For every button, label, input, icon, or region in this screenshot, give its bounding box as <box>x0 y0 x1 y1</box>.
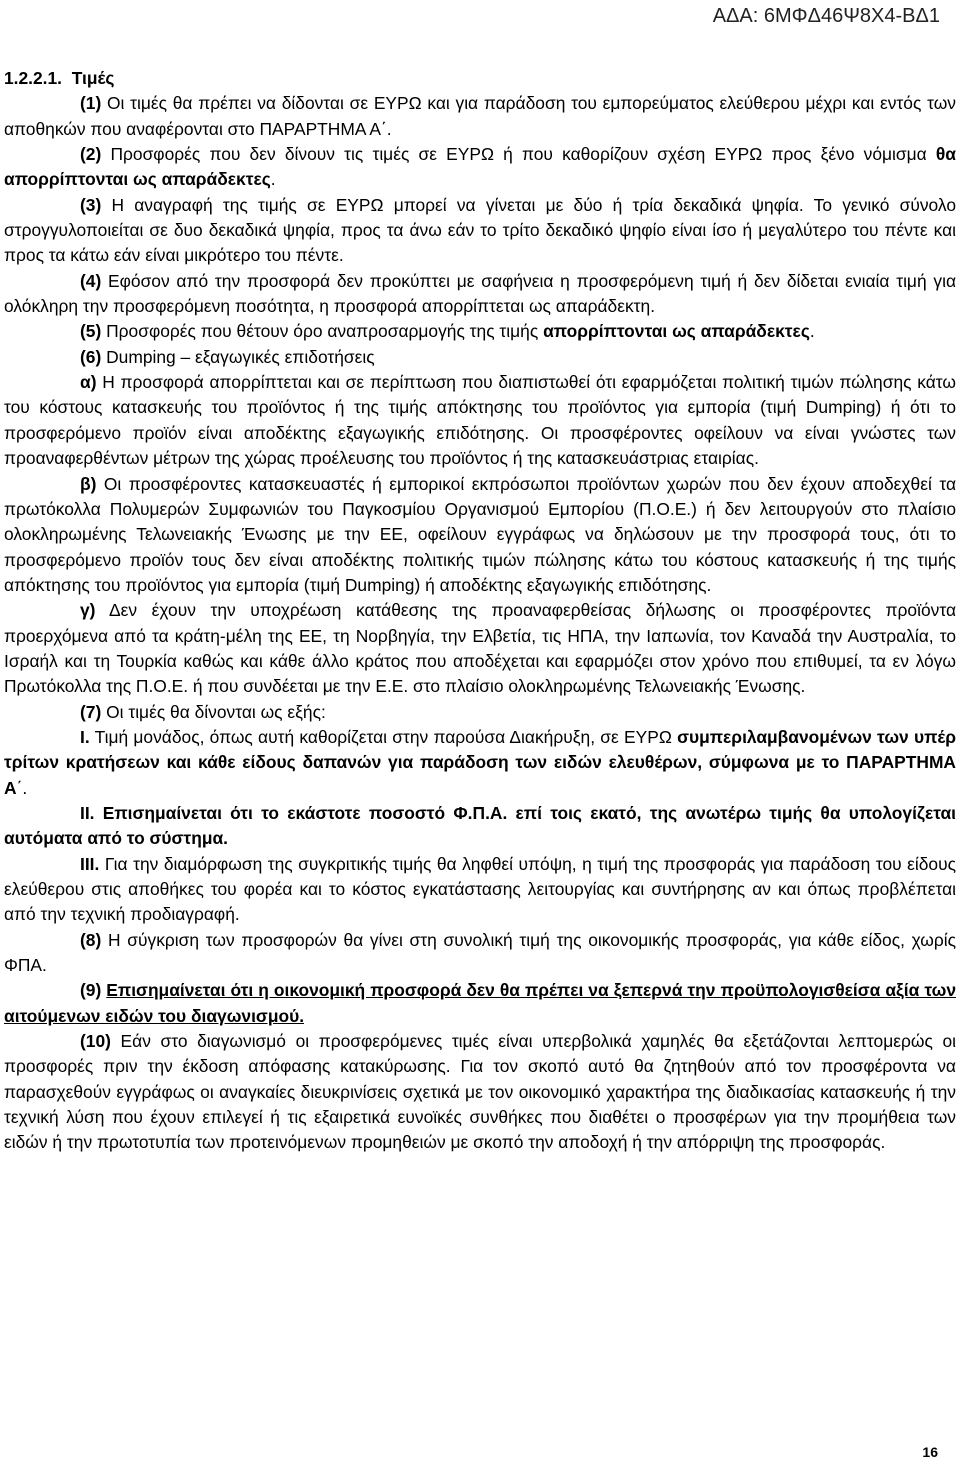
paragraph-6c-label: γ) <box>80 600 96 621</box>
paragraph-1-text: Οι τιμές θα πρέπει να δίδονται σε ΕΥΡΩ και για παράδοση του εμπορεύματος ελεύθερου μέχρι και εντός των αποθηκών που αναφέρονται στο ΠΑΡΑΡΤΗΜΑ Α΄. <box>4 93 956 139</box>
ada-code: ΑΔΑ: 6ΜΦΔ46Ψ8Χ4-ΒΔ1 <box>712 5 940 27</box>
paragraph-7-iii <box>4 852 956 928</box>
paragraph-7-iii-text: Για την διαμόρφωση της συγκριτικής τιμής θα ληφθεί υπόψη, η τιμή της προσφοράς για παράδοση του είδους ελεύθερου στις αποθήκες του φορέα και το κόστος εγκατάστασης λειτουργίας και συντήρησης αν και όπως προβλέπεται από την τεχνική προδιαγραφή. <box>4 853 956 925</box>
paragraph-7-i-end: ΄. <box>16 777 28 798</box>
paragraph-10 <box>4 1029 956 1156</box>
paragraph-6c <box>4 598 956 699</box>
paragraph-7-ii <box>4 801 956 852</box>
paragraph-7-i-bold: συμπεριλαμβανομένων των υπέρ τρίτων κρατήσεων και κάθε είδους δαπανών για παράδοση των ειδών ελευθέρων, σύμφωνα με το ΠΑΡΑΡΤΗΜΑ Α <box>4 726 956 798</box>
paragraph-6-number: (6) <box>80 346 102 367</box>
paragraph-5-end: . <box>809 321 815 342</box>
paragraph-5 <box>4 319 956 344</box>
paragraph-7 <box>4 700 956 725</box>
paragraph-5-bold: απορρίπτονται ως απαράδεκτες <box>543 321 810 342</box>
paragraph-6b-label: β) <box>80 473 97 494</box>
paragraph-7-iii-label: ΙΙΙ. <box>80 853 100 874</box>
paragraph-1-number: (1) <box>80 93 102 114</box>
paragraph-10-number: (10) <box>80 1031 111 1052</box>
document-body <box>4 66 956 1156</box>
paragraph-4 <box>4 269 956 320</box>
paragraph-6c-text: Δεν έχουν την υποχρέωση κατάθεσης της προαναφερθείσας δήλωσης οι προσφέροντες προϊόντα προερχόμενα από τα κράτη-μέλη της ΕΕ, τη Νορβηγία, την Ελβετία, τις ΗΠΑ, την Ιαπωνία, τον Καναδά την Αυστραλία, το Ισραήλ και τη Τουρκία καθώς και κάθε άλλο κράτος που αποδέχεται και εφαρμόζει στον χρόνο που επιθυμεί, τα εν λόγω Πρωτόκολλα της Π.Ο.Ε. ή που συνδέεται με την Ε.Ε. στο πλαίσιο ολοκληρωμένης Τελωνειακής Ένωσης. <box>4 600 956 697</box>
paragraph-5-number: (5) <box>80 321 102 342</box>
paragraph-3-text: Η αναγραφή της τιμής σε ΕΥΡΩ μπορεί να γίνεται με δύο ή τρία δεκαδικά ψηφία. Το γενικό σύνολο στρογγυλοποιείται σε δυο δεκαδικά ψηφία, προς τα άνω εάν το τρίτο δεκαδικό ψηφίο είναι ίσο ή μεγαλύτερο του πέντε και προς τα κάτω εάν είναι μικρότερο του πέντε. <box>4 194 956 266</box>
paragraph-7-ii-bold: Επισημαίνεται ότι το εκάστοτε ποσοστό Φ.Π.Α. επί τοις εκατό, της ανωτέρω τιμής θα υπολογίζεται αυτόματα από το σύστημα. <box>4 802 956 849</box>
paragraph-7-ii-label: ΙΙ. <box>80 802 95 823</box>
paragraph-1 <box>4 91 956 142</box>
paragraph-3-number: (3) <box>80 194 102 215</box>
paragraph-7-i-text: Τιμή μονάδος, όπως αυτή καθορίζεται στην παρούσα Διακήρυξη, σε ΕΥΡΩ <box>89 726 678 747</box>
paragraph-6a <box>4 370 956 471</box>
paragraph-6a-text: Η προσφορά απορρίπτεται και σε περίπτωση που διαπιστωθεί ότι εφαρμόζεται πολιτική τιμών πώλησης κάτω του κόστους κατασκευής του προϊόντος ή της τιμής απόκτησης του προϊόντος για εμπορία (τιμή Dumping) ή ότι το προσφερόμενο προϊόν είναι αποδέκτης εξαγωγικής επιδότησης. Οι προσφέροντες οφείλουν να είναι γνώστες των προαναφερθέντων μέτρων της χώρας προέλευσης του προϊόντος ή της κατασκευάστριας εταιρίας. <box>4 372 956 469</box>
paragraph-2-end: . <box>270 169 276 190</box>
paragraph-6b <box>4 472 956 599</box>
paragraph-7-i-label: Ι. <box>80 726 90 747</box>
paragraph-2-number: (2) <box>80 144 102 165</box>
section-title: Τιμές <box>71 68 115 88</box>
paragraph-8-number: (8) <box>80 929 102 950</box>
paragraph-6-text: Dumping – εξαγωγικές επιδοτήσεις <box>101 346 375 367</box>
paragraph-7-i <box>4 725 956 801</box>
paragraph-6 <box>4 345 956 370</box>
page-number: 16 <box>922 1444 938 1460</box>
paragraph-7-number: (7) <box>80 701 102 722</box>
paragraph-9-number: (9) <box>80 980 102 1001</box>
paragraph-2 <box>4 142 956 193</box>
paragraph-9-text: Επισημαίνεται ότι η οικονομική προσφορά δεν θα πρέπει να ξεπερνά την προϋπολογισθείσα αξία των αιτούμενων ειδών του διαγωνισμού. <box>4 980 956 1026</box>
section-number: 1.2.2.1. <box>4 68 63 88</box>
paragraph-8 <box>4 928 956 979</box>
paragraph-4-number: (4) <box>80 270 102 291</box>
paragraph-10-text: Εάν στο διαγωνισμό οι προσφερόμενες τιμές είναι υπερβολικά χαμηλές θα εξετάζονται λεπτομερώς οι προσφορές πριν την έκδοση απόφασης κατακύρωσης. Για τον σκοπό αυτό θα ζητηθούν από τον προσφέροντα να παρασχεθούν εγγράφως οι αναγκαίες διευκρινίσεις σχετικά με τον οικονομικό χαρακτήρα της διαδικασίας κατασκευής ή την τεχνική λύση που έχουν επιλεγεί ή τις εξαιρετικά ευνοϊκές συνθήκες που διαθέτει ο προσφέρων για την προμήθεια των ειδών ή την πρωτοτυπία των προτεινόμενων προμηθειών με σκοπό την αποδοχή ή την απόρριψη της προσφοράς. <box>4 1031 956 1153</box>
paragraph-2-bold: θα απορρίπτονται ως απαράδεκτες <box>4 144 956 190</box>
paragraph-6a-label: α) <box>80 372 97 393</box>
paragraph-5-text: Προσφορές που θέτουν όρο αναπροσαρμογής της τιμής <box>101 321 544 342</box>
paragraph-3 <box>4 193 956 269</box>
paragraph-2-text: Προσφορές που δεν δίνουν τις τιμές σε ΕΥΡΩ ή που καθορίζουν σχέση ΕΥΡΩ προς ξένο νόμισμα <box>101 144 936 165</box>
paragraph-9 <box>4 978 956 1029</box>
paragraph-8-text: Η σύγκριση των προσφορών θα γίνει στη συνολική τιμή της οικονομικής προσφοράς, για κάθε είδος, χωρίς ΦΠΑ. <box>4 929 956 976</box>
paragraph-6b-text: Οι προσφέροντες κατασκευαστές ή εμπορικοί εκπρόσωποι προϊόντων χωρών που δεν έχουν αποδεχθεί τα πρωτόκολλα Πολυμερών Συμφωνιών του Παγκοσμίου Οργανισμού Εμπορίου (Π.Ο.Ε.) ή δεν λειτουργούν στο πλαίσιο ολοκληρωμένης Τελωνειακής Ένωσης με την ΕΕ, οφείλουν εγγράφως να δηλώσουν με την προσφορά τους, ότι το προσφερόμενο προϊόν τους δεν είναι αποδέκτης πολιτικής τιμών πώλησης κάτω του κόστους κατασκευής ή της τιμής απόκτησης του προϊόντος για εμπορία (τιμή Dumping) ή αποδέκτης εξαγωγικής επιδότησης. <box>4 473 956 595</box>
paragraph-7-text: Οι τιμές θα δίνονται ως εξής: <box>101 701 326 722</box>
section-heading <box>4 66 956 91</box>
paragraph-4-text: Εφόσον από την προσφορά δεν προκύπτει με σαφήνεια η προσφερόμενη τιμή ή δεν δίδεται ενιαία τιμή για ολόκληρη την προσφερόμενη ποσότητα, η προσφορά απορρίπτεται ως απαράδεκτη. <box>4 270 956 317</box>
